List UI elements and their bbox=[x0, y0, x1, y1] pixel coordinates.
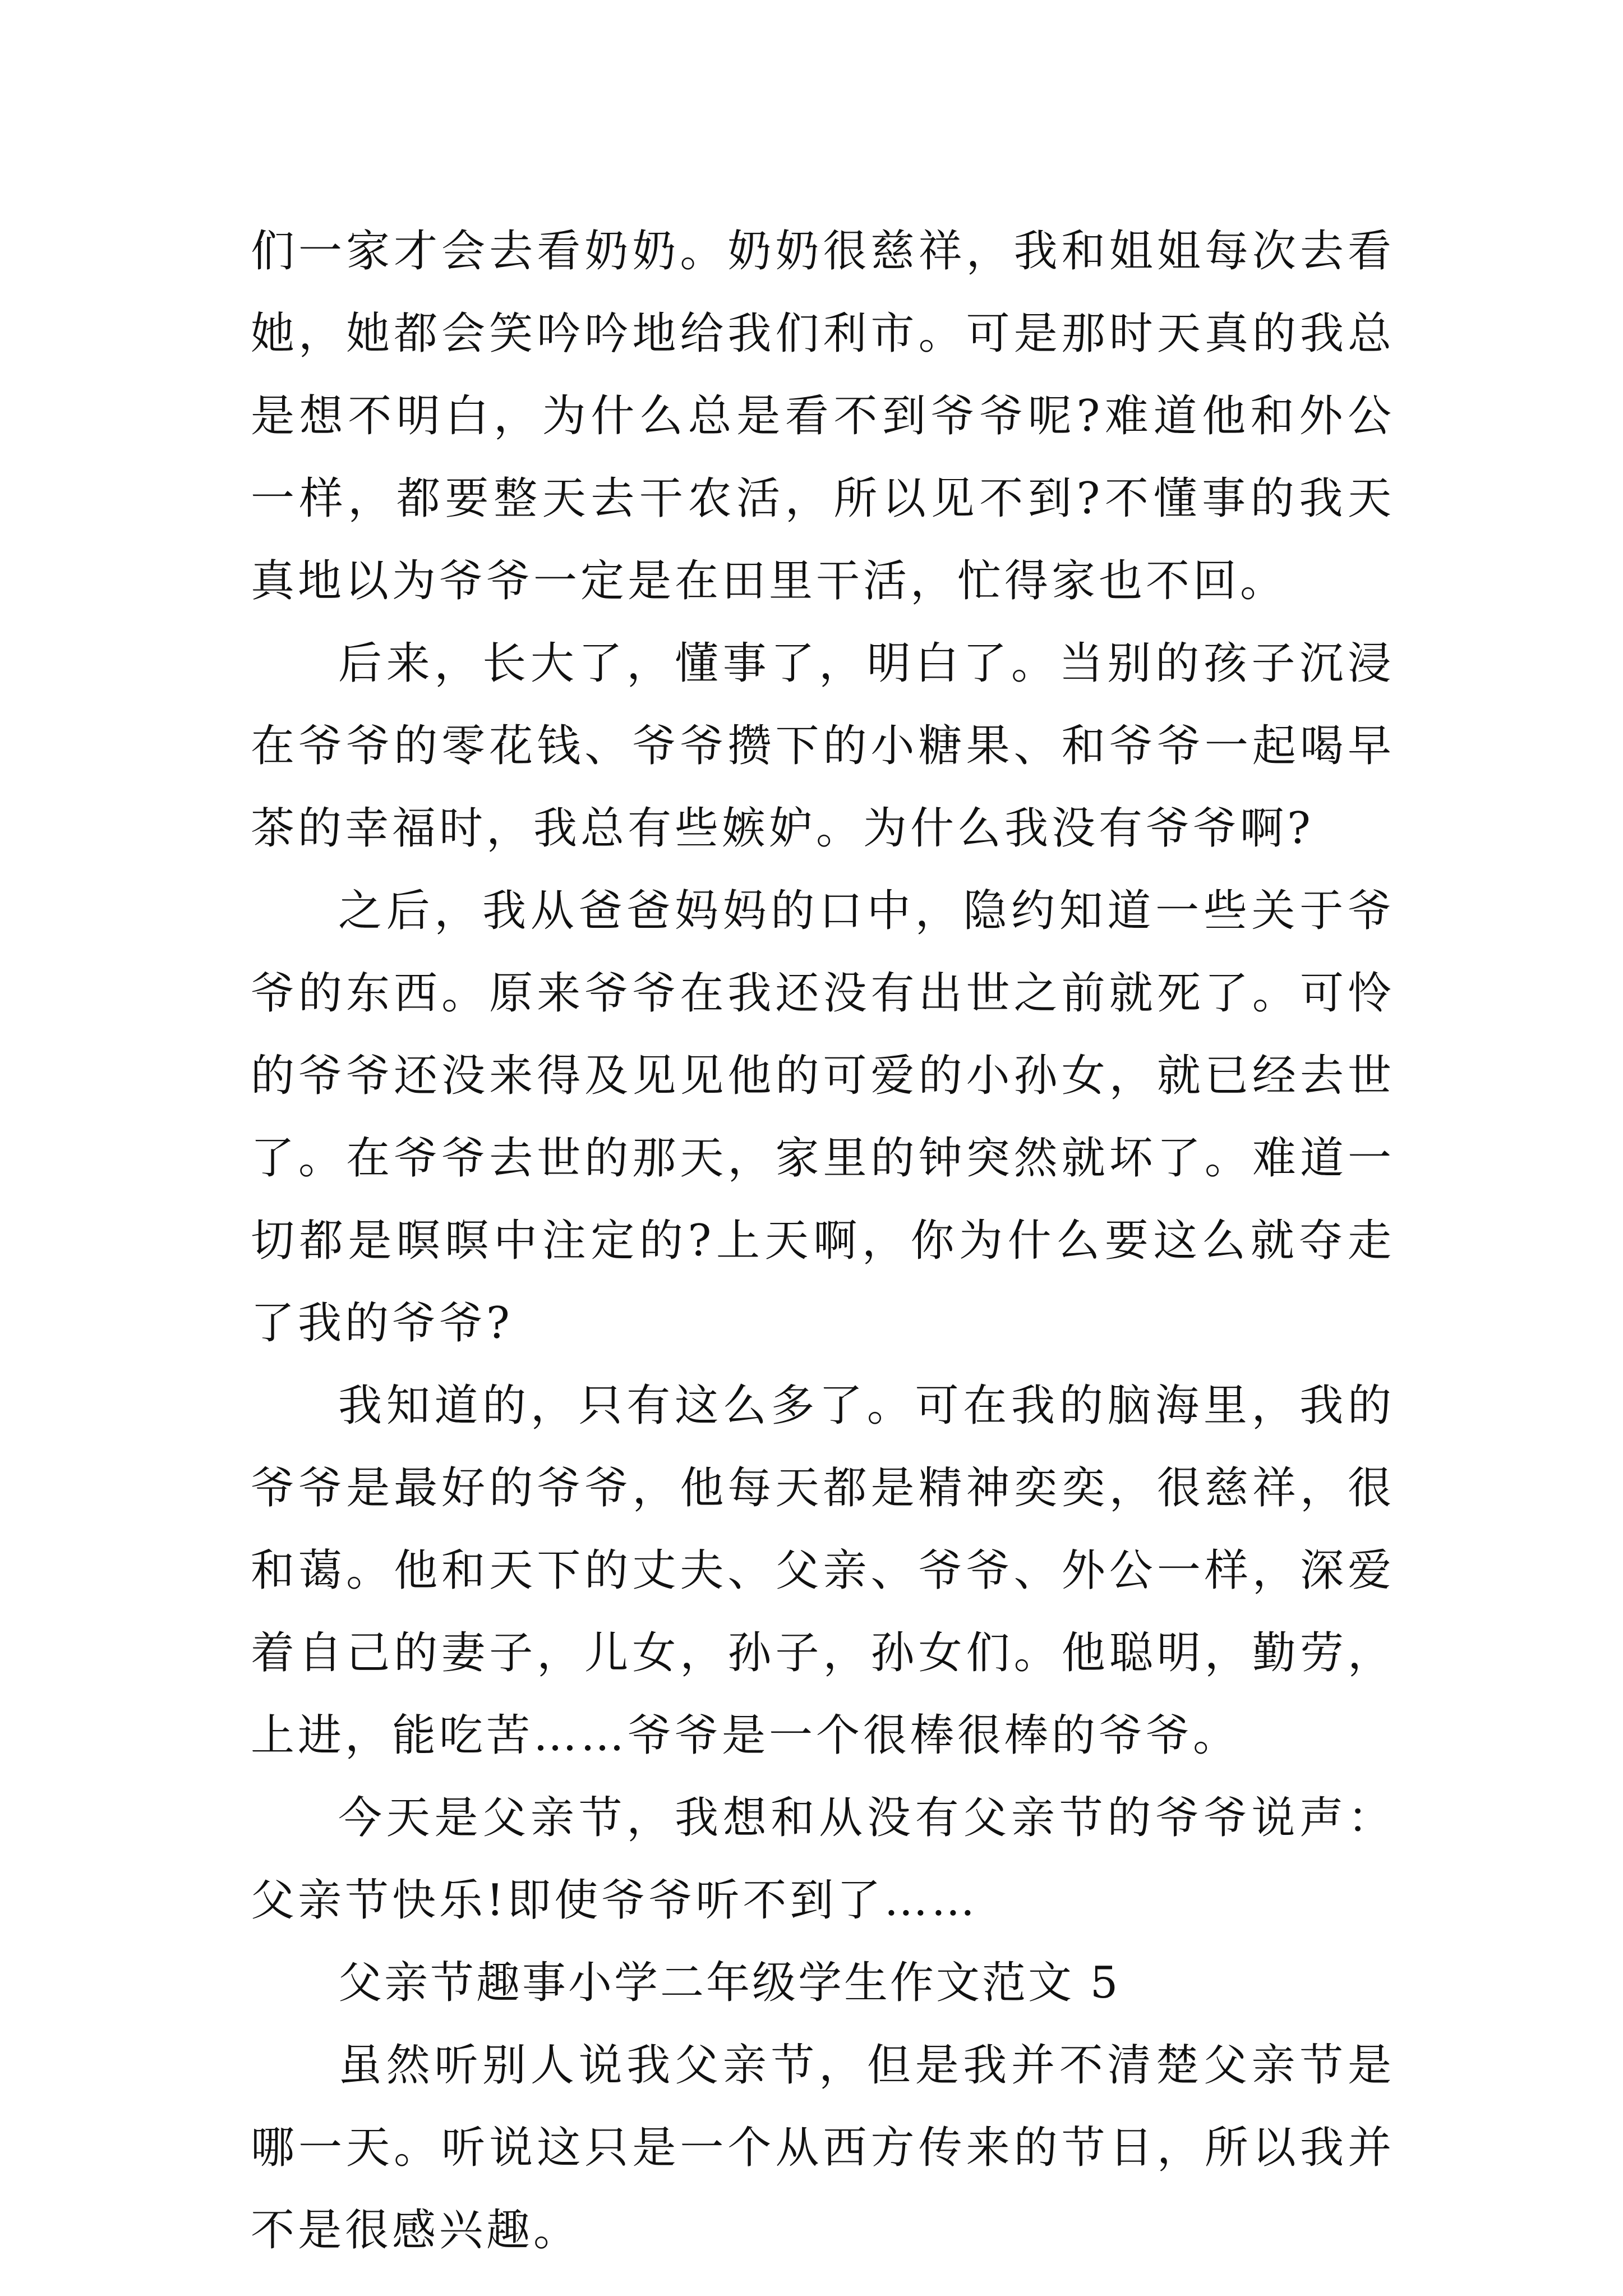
document-body bbox=[251, 210, 1395, 2272]
paragraph: 今天是父亲节，我想和从没有父亲节的爷爷说声：父亲节快乐!即使爷爷听不到了…… bbox=[251, 1793, 1395, 1926]
section-heading: 父亲节趣事小学二年级学生作文范文 5 bbox=[338, 1958, 1121, 2008]
paragraph: 们一家才会去看奶奶。奶奶很慈祥，我和姐姐每次去看她，她都会笑吟吟地给我们利市。可是那时天真的我总是想不明白，为什么总是看不到爷爷呢?难道他和外公一样，都要整天去干农活，所以见不到?不懂事的我天真地以为爷爷一定是在田里干活，忙得家也不回。 bbox=[251, 226, 1395, 606]
paragraph: 后来，长大了，懂事了，明白了。当别的孩子沉浸在爷爷的零花钱、爷爷攒下的小糖果、和爷爷一起喝早茶的幸福时，我总有些嫉妒。为什么我没有爷爷啊? bbox=[251, 638, 1395, 854]
paragraph: 我知道的，只有这么多了。可在我的脑海里，我的爷爷是最好的爷爷，他每天都是精神奕奕，很慈祥，很和蔼。他和天下的丈夫、父亲、爷爷、外公一样，深爱着自己的妻子，儿女，孙子，孙女们。他聪明，勤劳，上进，能吃苦……爷爷是一个很棒很棒的爷爷。 bbox=[251, 1381, 1395, 1761]
paragraph: 之后，我从爸爸妈妈的口中，隐约知道一些关于爷爷的东西。原来爷爷在我还没有出世之前就死了。可怜的爷爷还没来得及见见他的可爱的小孙女，就已经去世了。在爷爷去世的那天，家里的钟突然就坏了。难道一切都是暝暝中注定的?上天啊，你为什么要这么就夺走了我的爷爷? bbox=[251, 886, 1395, 1349]
paragraph: 虽然听别人说我父亲节，但是我并不清楚父亲节是哪一天。听说这只是一个从西方传来的节日，所以我并不是很感兴趣。 bbox=[251, 2040, 1395, 2256]
